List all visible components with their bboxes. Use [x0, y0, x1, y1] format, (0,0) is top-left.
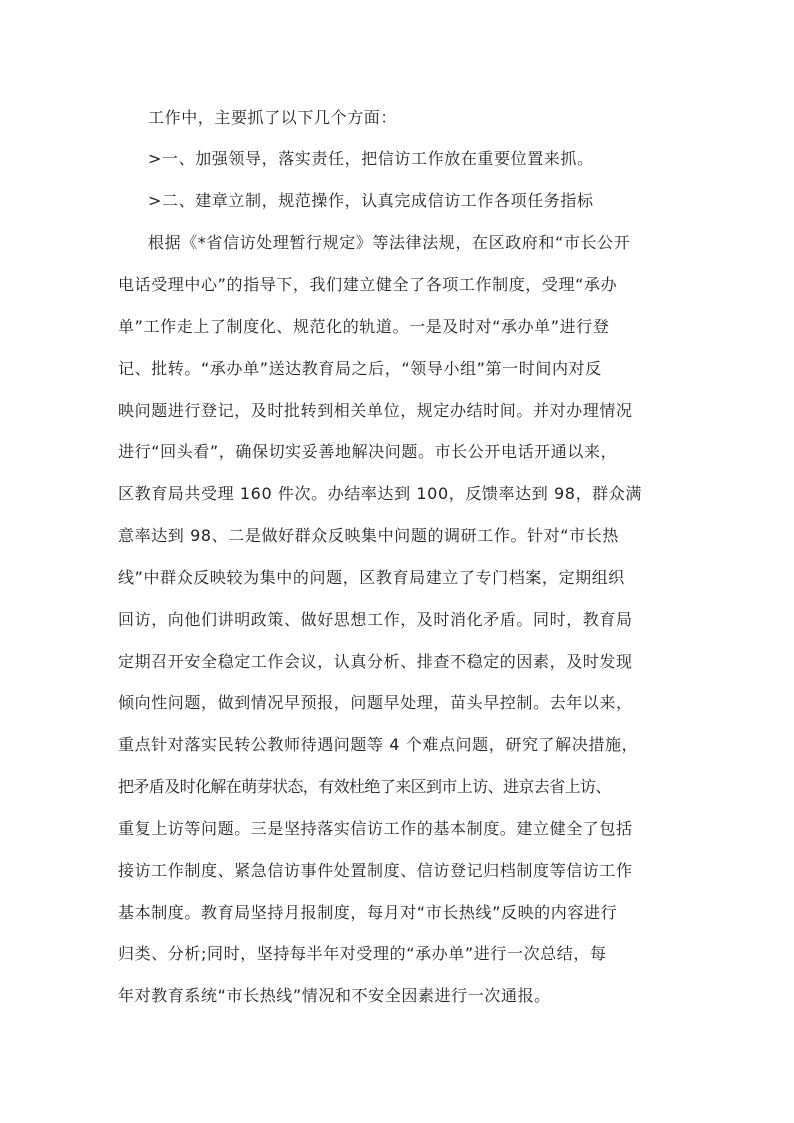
text-line: 区教育局共受理 160 件次。办结率达到 100，反馈率达到 98，群众满: [118, 484, 642, 503]
text-line: 定期召开安全稳定工作会议，认真分析、排查不稳定的因素，及时发现: [118, 652, 633, 671]
text-line: 重复上访等问题。三是坚持落实信访工作的基本制度。建立健全了包括: [118, 819, 633, 838]
text-line: 把矛盾及时化解在萌芽状态，有效杜绝了来区到市上访、进京去省上访、: [118, 777, 611, 796]
text-line: 重点针对落实民转公教师待遇问题等 4 个难点问题，研究了解决措施，: [118, 735, 639, 754]
text-line: 映问题进行登记，及时批转到相关单位，规定办结时间。并对办理情况: [118, 401, 633, 420]
text-line: 基本制度。教育局坚持月报制度，每月对“市长热线”反映的内容进行: [118, 903, 618, 922]
text-line: 归类、分析;同时，坚持每半年对受理的“承办单”进行一次总结，每: [118, 944, 607, 963]
text-line: >一、加强领导，落实责任，把信访工作放在重要位置来抓。: [148, 149, 594, 168]
text-line: 线”中群众反映较为集中的问题，区教育局建立了专门档案，定期组织: [118, 568, 625, 587]
text-line: 进行“回头看”，确保切实妥善地解决问题。市长公开电话开通以来，: [118, 442, 618, 461]
text-line: >二、建章立制，规范操作，认真完成信访工作各项任务指标: [148, 191, 594, 210]
text-line: 单”工作走上了制度化、规范化的轨道。一是及时对“承办单”进行登: [118, 317, 610, 336]
text-line: 回访，向他们讲明政策、做好思想工作，及时消化矛盾。同时，教育局: [118, 610, 633, 629]
text-line: 意率达到 98、二是做好群众反映集中问题的调研工作。针对“市长热: [118, 526, 619, 545]
text-line: 倾向性问题，做到情况早预报，问题早处理，苗头早控制。去年以来，: [118, 693, 633, 712]
text-line: 工作中，主要抓了以下几个方面：: [148, 108, 398, 127]
text-line: 根据《*省信访处理暂行规定》等法律法规，在区政府和“市长公开: [148, 233, 631, 252]
text-line: 电话受理中心”的指导下，我们建立健全了各项工作制度，受理“承办: [118, 275, 618, 294]
text-line: 接访工作制度、紧急信访事件处置制度、信访登记归档制度等信访工作: [118, 861, 633, 880]
text-line: 年对教育系统“市长热线”情况和不安全因素进行一次通报。: [118, 986, 551, 1005]
text-line: 记、批转。“承办单”送达教育局之后，“领导小组”第一时间内对反: [118, 359, 602, 378]
